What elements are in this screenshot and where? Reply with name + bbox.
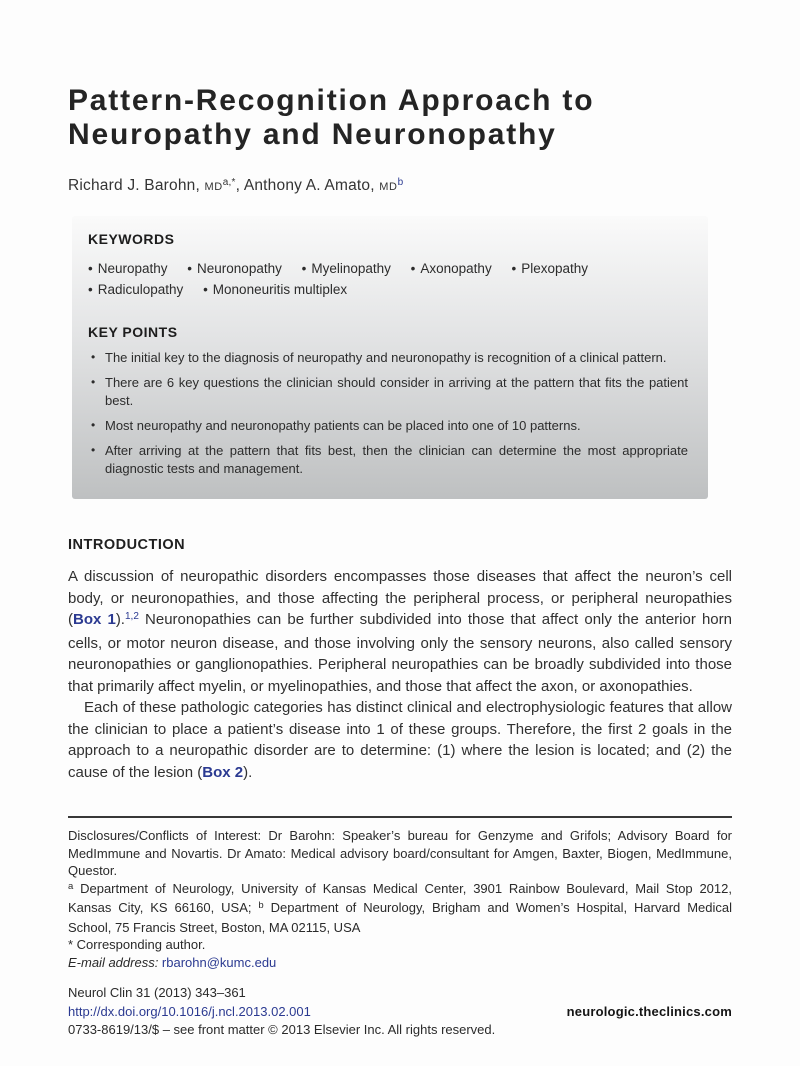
bullet-icon: • — [91, 375, 96, 389]
footnotes-block — [68, 827, 732, 971]
affiliation-a-mark: a — [68, 880, 74, 892]
bullet-icon: • — [410, 261, 416, 276]
author2-affiliation-mark: b — [397, 177, 404, 188]
citation-superscript[interactable]: 1,2 — [124, 611, 139, 622]
para1-text-after: Neuronopathies can be further subdivided into those that affect only the anterior horn cells, or motor neuron disease, and those involving only the sensory neurons, also called sensory neuronopathies or ganglionopathies. Peripheral neuropathies can be broadly subdivided into those that primarily affect myelin, or myelinopathies, and those that affect the axon, or axonopathies. — [68, 611, 732, 695]
bullet-icon: • — [511, 261, 517, 276]
box1-reference-link[interactable]: Box 1 — [73, 611, 116, 628]
affiliation-b-text: Department of Neurology, Brigham and Women’s Hospital, Harvard Medical School, 75 Francis Street, Boston, MA 02115, USA — [68, 900, 732, 935]
para1-close: ). — [115, 611, 125, 628]
keyword-text: Axonopathy — [420, 261, 492, 276]
affiliation-b-mark: b — [258, 900, 264, 911]
author2-degree: MD — [379, 181, 398, 193]
key-point-text: After arriving at the pattern that fits best, then the clinician can determine the most appropriate diagnostic tests and management. — [105, 443, 688, 476]
key-point-item — [88, 374, 688, 410]
keyword-text: Neuronopathy — [197, 261, 282, 276]
keyword-item — [88, 279, 183, 300]
box2-reference-link[interactable]: Box 2 — [202, 763, 244, 781]
corresponding-author-note: * Corresponding author. — [68, 937, 206, 952]
author2-name: Anthony A. Amato, — [243, 177, 380, 194]
bullet-icon: • — [88, 282, 93, 297]
key-points-list — [88, 349, 688, 478]
keyword-text: Mononeuritis multiplex — [212, 282, 348, 297]
author-line — [68, 177, 732, 195]
bullet-icon: • — [187, 261, 193, 276]
journal-reference: Neurol Clin 31 (2013) 343–361 — [68, 985, 246, 1000]
keyword-text: Radiculopathy — [97, 282, 184, 297]
keyword-item — [88, 258, 168, 279]
keywords-keypoints-box — [72, 216, 708, 499]
introduction-paragraph-2 — [68, 697, 732, 783]
affiliation-a-text: Department of Neurology, University of Kansas Medical Center, 3901 Rainbow Boulevard, Mail Stop 2012, Kansas City, KS 66160, USA; — [68, 880, 732, 915]
keyword-text: Plexopathy — [521, 261, 588, 276]
para2-text: Each of these pathologic categories has distinct clinical and electrophysiologic features that allow the clinician to place a patient’s disease into 1 of these groups. Therefore, the first 2 goals in the approach to a neuropathic disorder are to determine: (1) where the lesion is located; and (2) the cause of the lesion ( — [68, 699, 732, 781]
keyword-item — [203, 279, 347, 300]
para2-close: ). — [243, 763, 253, 781]
introduction-paragraph-1 — [68, 566, 732, 697]
para1-text: A discussion of neuropathic disorders encompasses those diseases that affect the neuron’s cell body, or neuronopathies, and those affecting the peripheral process, or peripheral neuropathies ( — [68, 568, 732, 628]
key-point-text: The initial key to the diagnosis of neuropathy and neuronopathy is recognition of a clinical pattern. — [105, 350, 667, 365]
footnote-divider — [68, 816, 732, 818]
keyword-item — [411, 258, 492, 279]
keyword-text: Myelinopathy — [311, 261, 391, 276]
bullet-icon: • — [91, 443, 96, 457]
citation-block — [68, 984, 732, 1040]
keywords-heading: KEYWORDS — [88, 231, 175, 247]
doi-row — [68, 1003, 732, 1022]
bullet-icon: • — [91, 350, 96, 364]
author1-affiliation-mark: a,* — [222, 177, 236, 188]
introduction-heading: INTRODUCTION — [68, 537, 186, 553]
key-point-text: There are 6 key questions the clinician should consider in arriving at the pattern that fits the patient best. — [105, 375, 688, 408]
keyword-item — [187, 258, 282, 279]
key-point-item — [88, 349, 688, 367]
author1-degree: MD — [204, 181, 223, 193]
keyword-text: Neuropathy — [97, 261, 168, 276]
article-title: Pattern-Recognition Approach to Neuropathy and Neuronopathy — [68, 84, 595, 151]
affiliations-text — [68, 880, 732, 937]
bullet-icon: • — [91, 418, 96, 432]
keyword-item — [511, 258, 588, 279]
copyright-line: 0733-8619/13/$ – see front matter © 2013 Elsevier Inc. All rights reserved. — [68, 1022, 496, 1037]
email-line — [68, 954, 732, 972]
key-points-heading: KEY POINTS — [88, 324, 178, 340]
bullet-icon: • — [203, 282, 208, 297]
key-point-text: Most neuropathy and neuronopathy patients can be placed into one of 10 patterns. — [105, 418, 581, 433]
key-point-item — [88, 417, 688, 435]
email-label: E-mail address: — [68, 954, 162, 970]
key-point-item — [88, 442, 688, 478]
keywords-list — [88, 258, 688, 300]
bullet-icon: • — [301, 261, 307, 276]
disclosures-text: Disclosures/Conflicts of Interest: Dr Barohn: Speaker’s bureau for Genzyme and Grifols; Advisory Board for MedImmune and Novartis. Dr Amato: Medical advisory board/consultant for Amgen, Baxter, Biogen, MedImmune, Questor. — [68, 828, 732, 878]
doi-link[interactable]: http://dx.doi.org/10.1016/j.ncl.2013.02.001 — [68, 1003, 311, 1019]
author-separator: , — [235, 177, 244, 194]
bullet-icon: • — [88, 261, 93, 276]
keyword-item — [302, 258, 391, 279]
author1-name: Richard J. Barohn, — [68, 177, 205, 194]
journal-website-link[interactable]: neurologic.theclinics.com — [566, 1003, 732, 1019]
email-link[interactable]: rbarohn@kumc.edu — [161, 954, 277, 970]
